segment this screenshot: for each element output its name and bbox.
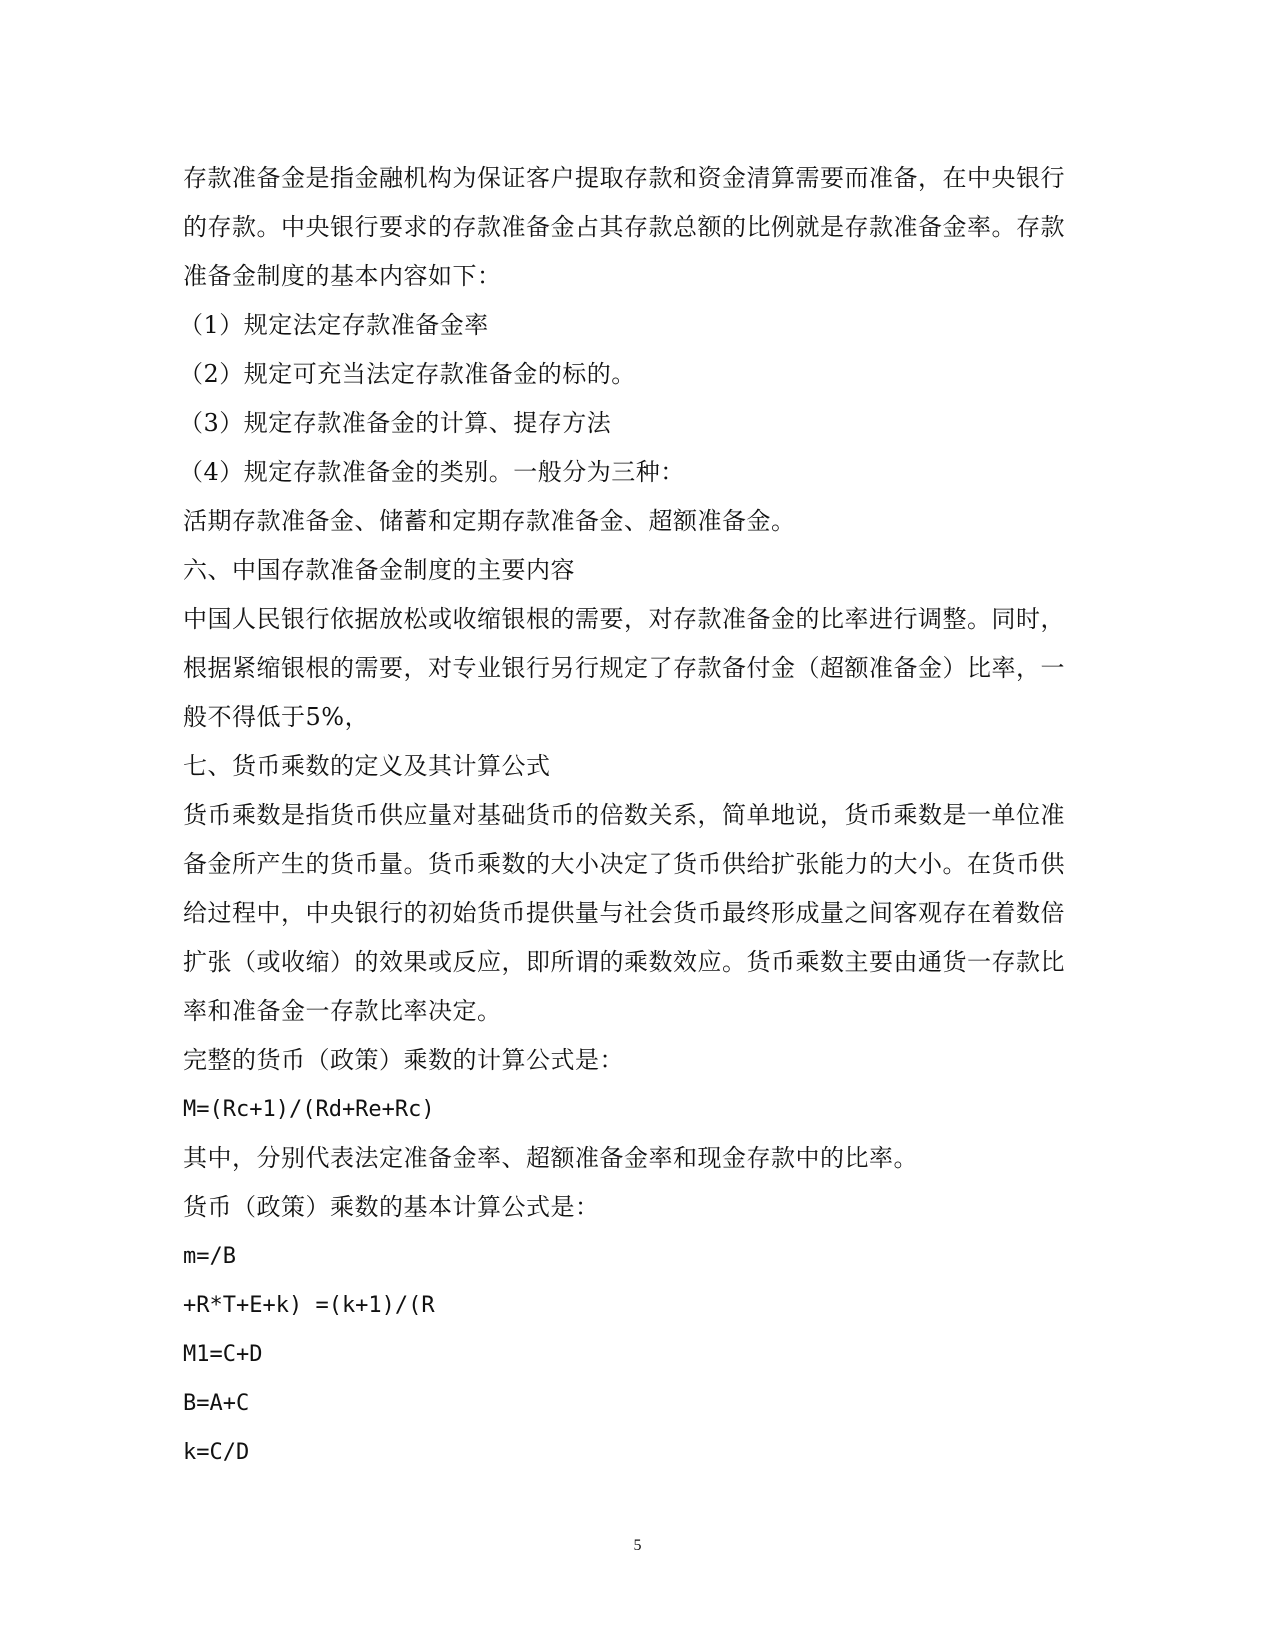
paragraph-line: 扩张（或收缩）的效果或反应，即所谓的乘数效应。货币乘数主要由通货一存款比	[183, 948, 1065, 976]
paragraph-line: 根据紧缩银根的需要，对专业银行另行规定了存款备付金（超额准备金）比率，一	[183, 654, 1065, 682]
list-item: （4）规定存款准备金的类别。一般分为三种：	[179, 458, 685, 486]
paragraph-line: 的存款。中央银行要求的存款准备金占其存款总额的比例就是存款准备金率。存款	[183, 213, 1065, 241]
document-body	[179, 154, 1093, 1477]
list-item: （3）规定存款准备金的计算、提存方法	[179, 409, 612, 437]
paragraph-line: 其中，分别代表法定准备金率、超额准备金率和现金存款中的比率。	[183, 1144, 918, 1172]
paragraph-line: 货币（政策）乘数的基本计算公式是：	[183, 1193, 600, 1221]
formula-line: k=C/D	[183, 1440, 250, 1465]
list-item: （2）规定可充当法定存款准备金的标的。	[179, 360, 636, 388]
formula-line: M1=C+D	[183, 1342, 263, 1367]
section-heading: 七、货币乘数的定义及其计算公式	[183, 752, 551, 780]
list-item: （1）规定法定存款准备金率	[179, 311, 489, 339]
formula-line: B=A+C	[183, 1391, 250, 1416]
paragraph-line: 给过程中，中央银行的初始货币提供量与社会货币最终形成量之间客观存在着数倍	[183, 899, 1065, 927]
section-heading: 六、中国存款准备金制度的主要内容	[183, 556, 575, 584]
paragraph-line: 存款准备金是指金融机构为保证客户提取存款和资金清算需要而准备，在中央银行	[183, 164, 1065, 192]
formula-line: m=/B	[183, 1244, 236, 1269]
page-number: 5	[633, 1537, 642, 1554]
paragraph-line: 完整的货币（政策）乘数的计算公式是：	[183, 1046, 624, 1074]
formula-line: +R*T+E+k) =(k+1)/(R	[183, 1293, 435, 1318]
paragraph-line: 备金所产生的货币量。货币乘数的大小决定了货币供给扩张能力的大小。在货币供	[183, 850, 1065, 878]
paragraph-line: 准备金制度的基本内容如下：	[183, 262, 502, 290]
paragraph-line: 般不得低于5%，	[183, 703, 370, 731]
formula-line: M=(Rc+1)/(Rd+Re+Rc)	[183, 1097, 435, 1122]
paragraph-line: 货币乘数是指货币供应量对基础货币的倍数关系，简单地说，货币乘数是一单位准	[183, 801, 1065, 829]
paragraph-line: 活期存款准备金、储蓄和定期存款准备金、超额准备金。	[183, 507, 796, 535]
paragraph-line: 率和准备金一存款比率决定。	[183, 997, 502, 1025]
paragraph-line: 中国人民银行依据放松或收缩银根的需要，对存款准备金的比率进行调整。同时，	[183, 605, 1065, 633]
